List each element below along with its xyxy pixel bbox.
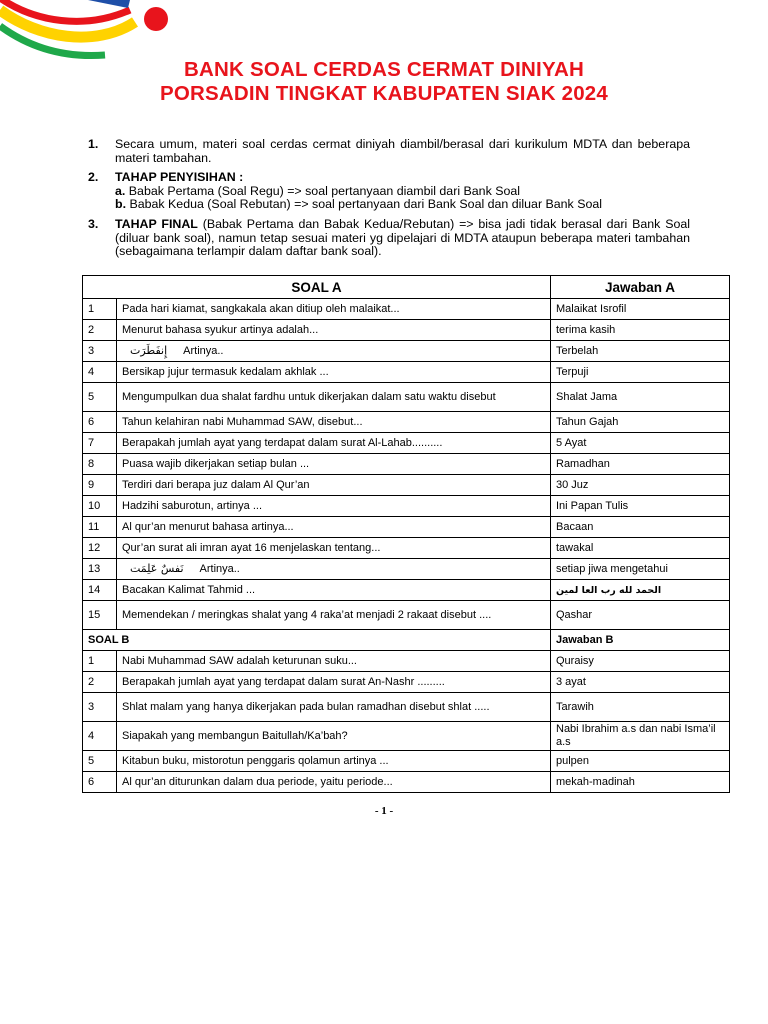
question-text: Artinya.. bbox=[199, 563, 240, 575]
question-cell bbox=[117, 433, 551, 454]
question-cell bbox=[117, 559, 551, 580]
table-row bbox=[83, 772, 730, 793]
table-row bbox=[83, 722, 730, 751]
question-cell bbox=[117, 412, 551, 433]
row-number: 6 bbox=[83, 772, 117, 793]
question-bank-table bbox=[82, 275, 730, 793]
table-row bbox=[83, 580, 730, 601]
arabic-answer: الحمد لله رب العا لمين bbox=[556, 584, 662, 596]
row-number: 2 bbox=[83, 320, 117, 341]
table-row bbox=[83, 496, 730, 517]
answer-text: Terbelah bbox=[556, 344, 599, 357]
table-row bbox=[83, 475, 730, 496]
answer-cell bbox=[551, 341, 730, 362]
answer-cell bbox=[551, 601, 730, 630]
intro-item-number: 3. bbox=[88, 216, 99, 231]
page-title-line-1: BANK SOAL CERDAS CERMAT DINIYAH bbox=[184, 58, 584, 81]
question-cell bbox=[117, 496, 551, 517]
intro-item-2 bbox=[88, 171, 690, 212]
row-number: 14 bbox=[83, 580, 117, 601]
row-number: 7 bbox=[83, 433, 117, 454]
intro-item-heading: TAHAP FINAL bbox=[115, 216, 198, 231]
answer-cell bbox=[551, 475, 730, 496]
question-cell bbox=[117, 341, 551, 362]
answer-cell bbox=[551, 772, 730, 793]
question-cell bbox=[117, 651, 551, 672]
question-cell bbox=[117, 772, 551, 793]
answer-text: Malaikat Isrofil bbox=[556, 302, 627, 315]
page-title-line-2: PORSADIN TINGKAT KABUPATEN SIAK 2024 bbox=[160, 82, 608, 105]
row-number: 4 bbox=[83, 362, 117, 383]
answer-text: setiap jiwa mengetahui bbox=[556, 562, 668, 575]
question-cell bbox=[117, 751, 551, 772]
question-cell bbox=[117, 299, 551, 320]
question-text: Berapakah jumlah ayat yang terdapat dalam surat An-Nashr ......... bbox=[122, 675, 445, 688]
answer-text: Bacaan bbox=[556, 520, 594, 533]
intro-list bbox=[88, 138, 690, 265]
answer-cell bbox=[551, 722, 730, 751]
answer-cell bbox=[551, 751, 730, 772]
row-number: 4 bbox=[83, 722, 117, 751]
answer-text: Tahun Gajah bbox=[556, 415, 619, 428]
answer-text: Shalat Jama bbox=[556, 390, 618, 403]
answer-text: mekah-madinah bbox=[556, 775, 635, 788]
answer-cell bbox=[551, 412, 730, 433]
row-number: 10 bbox=[83, 496, 117, 517]
intro-item-text: (Babak Pertama dan Babak Kedua/Rebutan) => bisa jadi tidak berasal dari Bank Soal (diluar bank soal), namun tetap sesuai materi yg dipelajari di MDTA ataupun beberapa materi tambahan (sebagaimana terlampir dalam daftar bank soal). bbox=[115, 216, 690, 259]
intro-subitem-b: b. Babak Kedua (Soal Rebutan) => soal pertanyaan dari Bank Soal dan diluar Bank Soal bbox=[115, 197, 602, 212]
question-cell bbox=[117, 454, 551, 475]
answer-text: 3 ayat bbox=[556, 675, 586, 688]
header-soal-b: SOAL B bbox=[83, 630, 551, 651]
intro-item-heading: TAHAP PENYISIHAN : bbox=[115, 170, 244, 185]
question-text: Al qur’an menurut bahasa artinya... bbox=[122, 520, 294, 533]
question-text: Terdiri dari berapa juz dalam Al Qur’an bbox=[122, 478, 310, 491]
answer-text: 5 Ayat bbox=[556, 436, 587, 449]
answer-text: Ramadhan bbox=[556, 457, 610, 470]
question-cell bbox=[117, 383, 551, 412]
question-cell bbox=[117, 580, 551, 601]
row-number: 3 bbox=[83, 341, 117, 362]
answer-cell bbox=[551, 693, 730, 722]
page-number: - 1 - bbox=[374, 805, 394, 817]
intro-item-text: Secara umum, materi soal cerdas cermat diniyah diambil/berasal dari kurikulum MDTA dan beberapa materi tambahan. bbox=[115, 137, 690, 165]
question-text: Artinya.. bbox=[183, 345, 224, 357]
table-row bbox=[83, 362, 730, 383]
question-text: Bacakan Kalimat Tahmid ... bbox=[122, 583, 256, 596]
table-row bbox=[83, 299, 730, 320]
row-number: 9 bbox=[83, 475, 117, 496]
question-cell bbox=[117, 722, 551, 751]
question-text: Mengumpulkan dua shalat fardhu untuk dikerjakan dalam satu waktu disebut bbox=[122, 390, 496, 403]
answer-cell bbox=[551, 320, 730, 341]
answer-cell bbox=[551, 454, 730, 475]
table-row bbox=[83, 320, 730, 341]
answer-cell bbox=[551, 433, 730, 454]
table-row bbox=[83, 454, 730, 475]
soal-b-header-row bbox=[83, 630, 730, 651]
answer-cell bbox=[551, 672, 730, 693]
table-row bbox=[83, 693, 730, 722]
table-row bbox=[83, 412, 730, 433]
row-number: 12 bbox=[83, 538, 117, 559]
answer-text: Tarawih bbox=[556, 700, 594, 713]
row-number: 5 bbox=[83, 751, 117, 772]
intro-item-1 bbox=[88, 138, 690, 165]
table-header-row bbox=[83, 276, 730, 299]
table-row bbox=[83, 601, 730, 630]
question-text: Memendekan / meringkas shalat yang 4 raka’at menjadi 2 rakaat disebut .... bbox=[122, 608, 492, 621]
question-text: Shlat malam yang hanya dikerjakan pada bulan ramadhan disebut shlat ..... bbox=[122, 700, 490, 713]
header-soal-a: SOAL A bbox=[83, 276, 551, 299]
table-row bbox=[83, 672, 730, 693]
row-number: 11 bbox=[83, 517, 117, 538]
table-row bbox=[83, 538, 730, 559]
arabic-text: نَفسٌ عَلِمَت bbox=[130, 562, 184, 575]
answer-cell bbox=[551, 538, 730, 559]
header-jawaban-a: Jawaban A bbox=[551, 276, 730, 299]
answer-text: tawakal bbox=[556, 541, 594, 554]
answer-cell bbox=[551, 580, 730, 601]
row-number: 3 bbox=[83, 693, 117, 722]
question-cell bbox=[117, 320, 551, 341]
answer-text: pulpen bbox=[556, 754, 590, 767]
answer-cell bbox=[551, 517, 730, 538]
question-text: Bersikap jujur termasuk kedalam akhlak ... bbox=[122, 365, 329, 378]
arabic-text: إِنفَطَرَت bbox=[130, 344, 168, 357]
question-text: Qur’an surat ali imran ayat 16 menjelaskan tentang... bbox=[122, 541, 381, 554]
intro-item-number: 1. bbox=[88, 137, 99, 151]
answer-text: Quraisy bbox=[556, 654, 594, 667]
header-jawaban-b: Jawaban B bbox=[551, 630, 730, 651]
table-row bbox=[83, 433, 730, 454]
table-row bbox=[83, 559, 730, 580]
answer-text: Terpuji bbox=[556, 365, 589, 378]
row-number: 1 bbox=[83, 299, 117, 320]
row-number: 2 bbox=[83, 672, 117, 693]
answer-text: 30 Juz bbox=[556, 478, 589, 491]
question-cell bbox=[117, 517, 551, 538]
question-text: Kitabun buku, mistorotun penggaris qolamun artinya ... bbox=[122, 754, 389, 767]
answer-cell bbox=[551, 651, 730, 672]
answer-text: Nabi Ibrahim a.s dan nabi Isma’il a.s bbox=[556, 723, 716, 748]
table-row bbox=[83, 517, 730, 538]
question-cell bbox=[117, 693, 551, 722]
question-cell bbox=[117, 601, 551, 630]
question-text: Siapakah yang membangun Baitullah/Ka’bah? bbox=[122, 729, 348, 742]
row-number: 13 bbox=[83, 559, 117, 580]
question-text: Tahun kelahiran nabi Muhammad SAW, disebut... bbox=[122, 415, 363, 428]
answer-text: Ini Papan Tulis bbox=[556, 499, 629, 512]
answer-cell bbox=[551, 383, 730, 412]
question-text: Puasa wajib dikerjakan setiap bulan ... bbox=[122, 457, 310, 470]
question-text: Pada hari kiamat, sangkakala akan ditiup oleh malaikat... bbox=[122, 302, 400, 315]
red-dot bbox=[144, 7, 168, 31]
answer-text: Qashar bbox=[556, 608, 593, 621]
table-row bbox=[83, 383, 730, 412]
question-text: Hadzihi saburotun, artinya ... bbox=[122, 499, 263, 512]
blue-accent bbox=[88, 0, 130, 8]
row-number: 6 bbox=[83, 412, 117, 433]
intro-item-3 bbox=[88, 218, 690, 259]
question-text: Berapakah jumlah ayat yang terdapat dalam surat Al-Lahab.......... bbox=[122, 436, 443, 449]
question-cell bbox=[117, 672, 551, 693]
row-number: 1 bbox=[83, 651, 117, 672]
question-cell bbox=[117, 538, 551, 559]
row-number: 8 bbox=[83, 454, 117, 475]
intro-item-number: 2. bbox=[88, 170, 99, 185]
question-text: Nabi Muhammad SAW adalah keturunan suku... bbox=[122, 654, 357, 667]
table-row bbox=[83, 751, 730, 772]
answer-text: terima kasih bbox=[556, 323, 616, 336]
row-number: 15 bbox=[83, 601, 117, 630]
answer-cell bbox=[551, 299, 730, 320]
table-row bbox=[83, 341, 730, 362]
answer-cell bbox=[551, 362, 730, 383]
answer-cell bbox=[551, 559, 730, 580]
answer-cell bbox=[551, 496, 730, 517]
question-cell bbox=[117, 475, 551, 496]
question-cell bbox=[117, 362, 551, 383]
question-text: Al qur’an diturunkan dalam dua periode, yaitu periode... bbox=[122, 775, 393, 788]
intro-subitem-a: a. Babak Pertama (Soal Regu) => soal pertanyaan diambil dari Bank Soal bbox=[115, 183, 521, 198]
row-number: 5 bbox=[83, 383, 117, 412]
question-text: Menurut bahasa syukur artinya adalah... bbox=[122, 323, 319, 336]
table-row bbox=[83, 651, 730, 672]
